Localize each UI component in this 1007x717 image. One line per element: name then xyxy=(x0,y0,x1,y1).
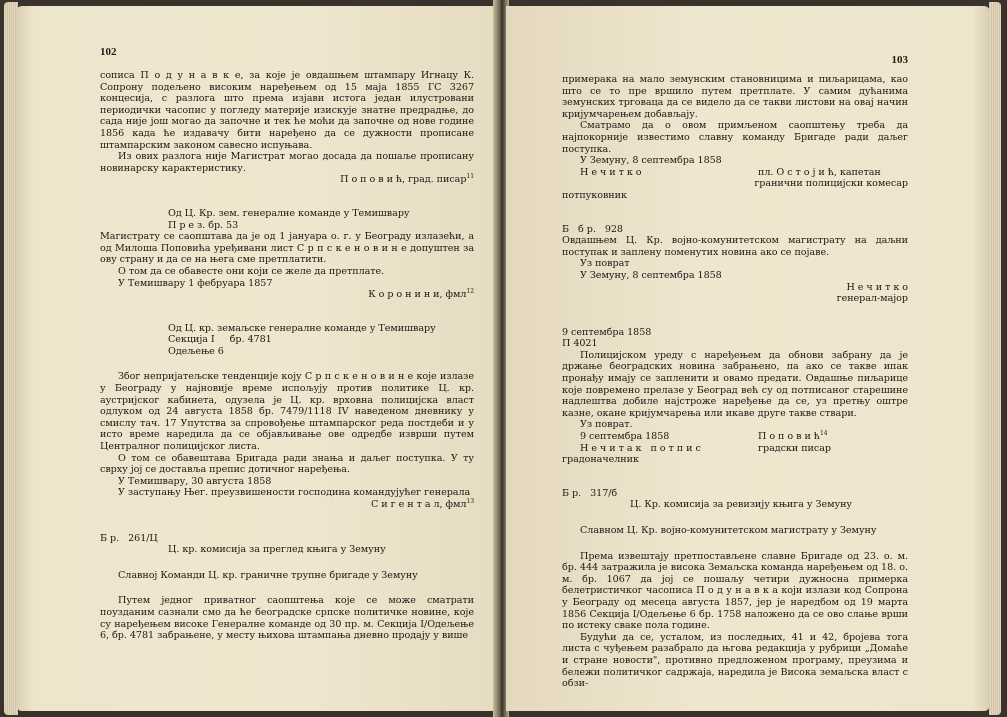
paragraph: О том се обавештава Бригада ради знања и даљег поступка. У ту сврху јој се доставља препис дотичног наређења. xyxy=(100,452,474,476)
signature-text: генерал-мајор xyxy=(836,293,908,305)
footnote-ref: 14 xyxy=(819,429,828,437)
signature-text: К о р о н и н и, фмл xyxy=(368,289,467,301)
left-page-text xyxy=(100,70,474,642)
block-gap xyxy=(100,556,474,570)
signature xyxy=(100,289,474,301)
left-column-text: Н е ч и т а к п о т п и с xyxy=(580,442,701,454)
block-gap xyxy=(562,537,908,551)
paragraph: О том да се обавесте они који се желе да претплате. xyxy=(118,265,385,277)
right-page xyxy=(506,6,990,711)
addressee: Славној Команди Ц. кр. граничне трупне бригаде у Земуну xyxy=(118,569,418,581)
place-date: У Земуну, 8 септембра 1858 xyxy=(580,155,722,167)
reference-number: Секција I бр. 4781 xyxy=(168,334,272,346)
right-column-text: П о п о в и $ћ^{14}$ xyxy=(758,429,828,443)
section-gap xyxy=(100,511,474,533)
footnote-ref: 11 xyxy=(466,173,474,181)
place-date: У Темишвару 1 фебруара 1857 xyxy=(118,277,273,289)
signature xyxy=(100,174,474,186)
document-number: Б р. 317/б xyxy=(562,487,618,499)
document-number: Б б р. 928 xyxy=(562,223,623,235)
place-date: У Темишвару, 30 августа 1858 xyxy=(118,475,272,487)
text-line: П 4021 xyxy=(562,338,598,350)
place-date: У заступању Њег. преузвишености господина командујућег генерала xyxy=(118,487,471,499)
section-gap xyxy=(562,466,908,488)
section-gap xyxy=(100,301,474,323)
left-page xyxy=(16,6,496,711)
paragraph: Сматрамо да о овом примљеном саопштењу треба да најпокорније известимо славну команду Бригаде ради даљег поступка. xyxy=(562,120,908,155)
paragraph: Због непријатељске тенденције коју С р п с к е н о в и н е које излазе у Београду у најновије време испољују против политике Ц. кр. аустријског кабинета, одузела је Ц. кр. врховна полицијска власт одлуком од 24 августа 1858 бр. 7479/1118 IV наведеном дневнику у смислу тач. 17 Упутства за спровођење штампарског реда постдеби и у исто време наредила да се објављивање ове одредбе изврши путем Централног полицијског листа. xyxy=(100,371,474,453)
left-column-text: Н е ч и т к о xyxy=(580,166,642,178)
right-column-text: градски писар xyxy=(758,442,831,454)
place-date: У Земуну, 8 септембра 1858 xyxy=(580,269,722,281)
section-gap xyxy=(562,305,908,327)
footnote-ref: 13 xyxy=(466,497,474,505)
place-date: Уз поврат. xyxy=(580,419,633,431)
left-column-text: 9 септембра 1858 xyxy=(580,431,670,443)
signature xyxy=(100,499,474,511)
two-column-line xyxy=(562,443,908,455)
paragraph: сописа П о д у н а в к е, за које је овдашњем штампару Игнацу К. Сопрону подељено високим наређењем од 15 маја 1855 ГС 3267 концесија, с разлога што према изјави истога један илустровани периодички часопис у погледу материје изискује знатне предрадње, до сада није још могао да започне и тек ће моћи да започне од нове године 1856 када ће издавачу бити наређено да се дужности прописане штампарским законом савесно испуњава. xyxy=(100,70,474,151)
signature xyxy=(562,293,908,305)
text-line: потпуковник xyxy=(562,189,627,201)
signature-text: П о п о в и ћ, град. писар xyxy=(340,174,467,186)
text-line: 9 септембра 1858 xyxy=(562,326,652,338)
block-gap xyxy=(100,581,474,595)
page-number-right: 103 xyxy=(891,54,908,66)
reference-number: Одељење 6 xyxy=(168,345,224,357)
right-page-text xyxy=(562,74,908,690)
page-number-left: 102 xyxy=(100,46,117,58)
right-column-text: гранични полицијски комесар xyxy=(754,178,908,190)
addressee: Славном Ц. Кр. војно-комунитетском магистрату у Земуну xyxy=(580,525,877,536)
document-number: Б р. 261/Ц xyxy=(100,532,158,544)
paragraph: Полицијском уреду с наређењем да обнови забрану да је држање београдских новина забрањено, па ако се такве ипак пронађу имају се запленити и овамо предати. Овдашње пиљарице које повремено прелазе у Београд већ су од потписаног старешине надлештва добиле најстроже наређење да се, уз претњу оштре казне, окане кријумчарења или икаве друге такве ствари. xyxy=(562,349,908,419)
paragraph: Према извештају претпостављене славне Бригаде од 23. о. м. бр. 444 затражила је висока Земаљска команда наређењем од 18. о. м. бр. 1067 да јој се пошаљу четири дужносна примерка белетристичког часописа П о д у н а в к а који излази код Сопрона у Београду од месеца августа 1857, јер је наредбом од 19 марта 1856 Секција I/Одељење 6 бр. 1758 наложено да се ово слање врши по истеку сваке пола године. xyxy=(562,550,908,632)
reference-number: П р е з. бр. 53 xyxy=(168,219,239,231)
paragraph: Путем једног приватног саопштења које се може сматрати поузданим сазнали смо да ће београдске српске политичке новине, које су наређењем високе Генералне команде од 30 пр. м. Секција I/Одељење 6, бр. 4781 забрањене, у месту њихова штампања дневно продају у више xyxy=(100,595,474,642)
two-column-line xyxy=(562,431,908,443)
signature-text: Н е ч и т к о xyxy=(846,281,908,293)
section-heading: Ц. Кр. комисија за ревизију књига у Земуну xyxy=(630,499,853,511)
text-line: градоначелник xyxy=(562,454,639,466)
signature-text: С и г е н т а л, фмл xyxy=(370,499,467,510)
block-gap xyxy=(562,511,908,525)
page-edges-right xyxy=(989,2,1001,715)
section-heading: Од Ц. кр. земаљске генералне команде у Темишвару xyxy=(168,322,436,334)
signature xyxy=(562,282,908,294)
block-gap xyxy=(100,357,474,371)
footnote-ref: 12 xyxy=(466,287,474,295)
section-gap xyxy=(100,186,474,208)
section-heading: Од Ц. Кр. зем. генералне команде у Темишвару xyxy=(168,207,410,219)
two-column-line xyxy=(562,178,908,190)
paragraph: Будући да се, усталом, из последњих, 41 и 42, бројева тога листа с чуђењем разабрало да њгова редакција у рубрици „Домаће и стране новости", противно предложеном програму, преузима и бележи политичког садржаја, наредила је Висока земаљска власт с обзи- xyxy=(562,631,908,690)
two-column-line xyxy=(562,167,908,179)
paragraph: Из ових разлога није Магистрат могао досада да пошаље прописану новинарску карактеристику. xyxy=(100,151,474,174)
paragraph: Магистрату се саопштава да је од 1 јануара о. г. у Београду излазећи, а од Милоша Поповића уређивани лист С р п с к е н о в и н е допуштен за ову страну и да се на њега сме претплатити. xyxy=(100,231,474,266)
section-heading: Ц. кр. комисија за преглед књига у Земуну xyxy=(168,544,386,556)
paragraph: Овдашњем Ц. Кр. војно-комунитетском магистрату на даљни поступак и заплену поменутих новина ако се појаве. xyxy=(562,235,908,258)
paragraph: примерака на мало земунским становницима и пиљарицама, као што се то пре вршило путем претплате. У самим дућанима земунских трговаца да се видело да се такви листови на овај начин кријумчарењем добављају. xyxy=(562,74,908,120)
right-column-text: пл. О с т о ј и ћ, капетан xyxy=(758,166,881,178)
section-gap xyxy=(562,202,908,224)
place-date: Уз поврат xyxy=(580,258,630,270)
